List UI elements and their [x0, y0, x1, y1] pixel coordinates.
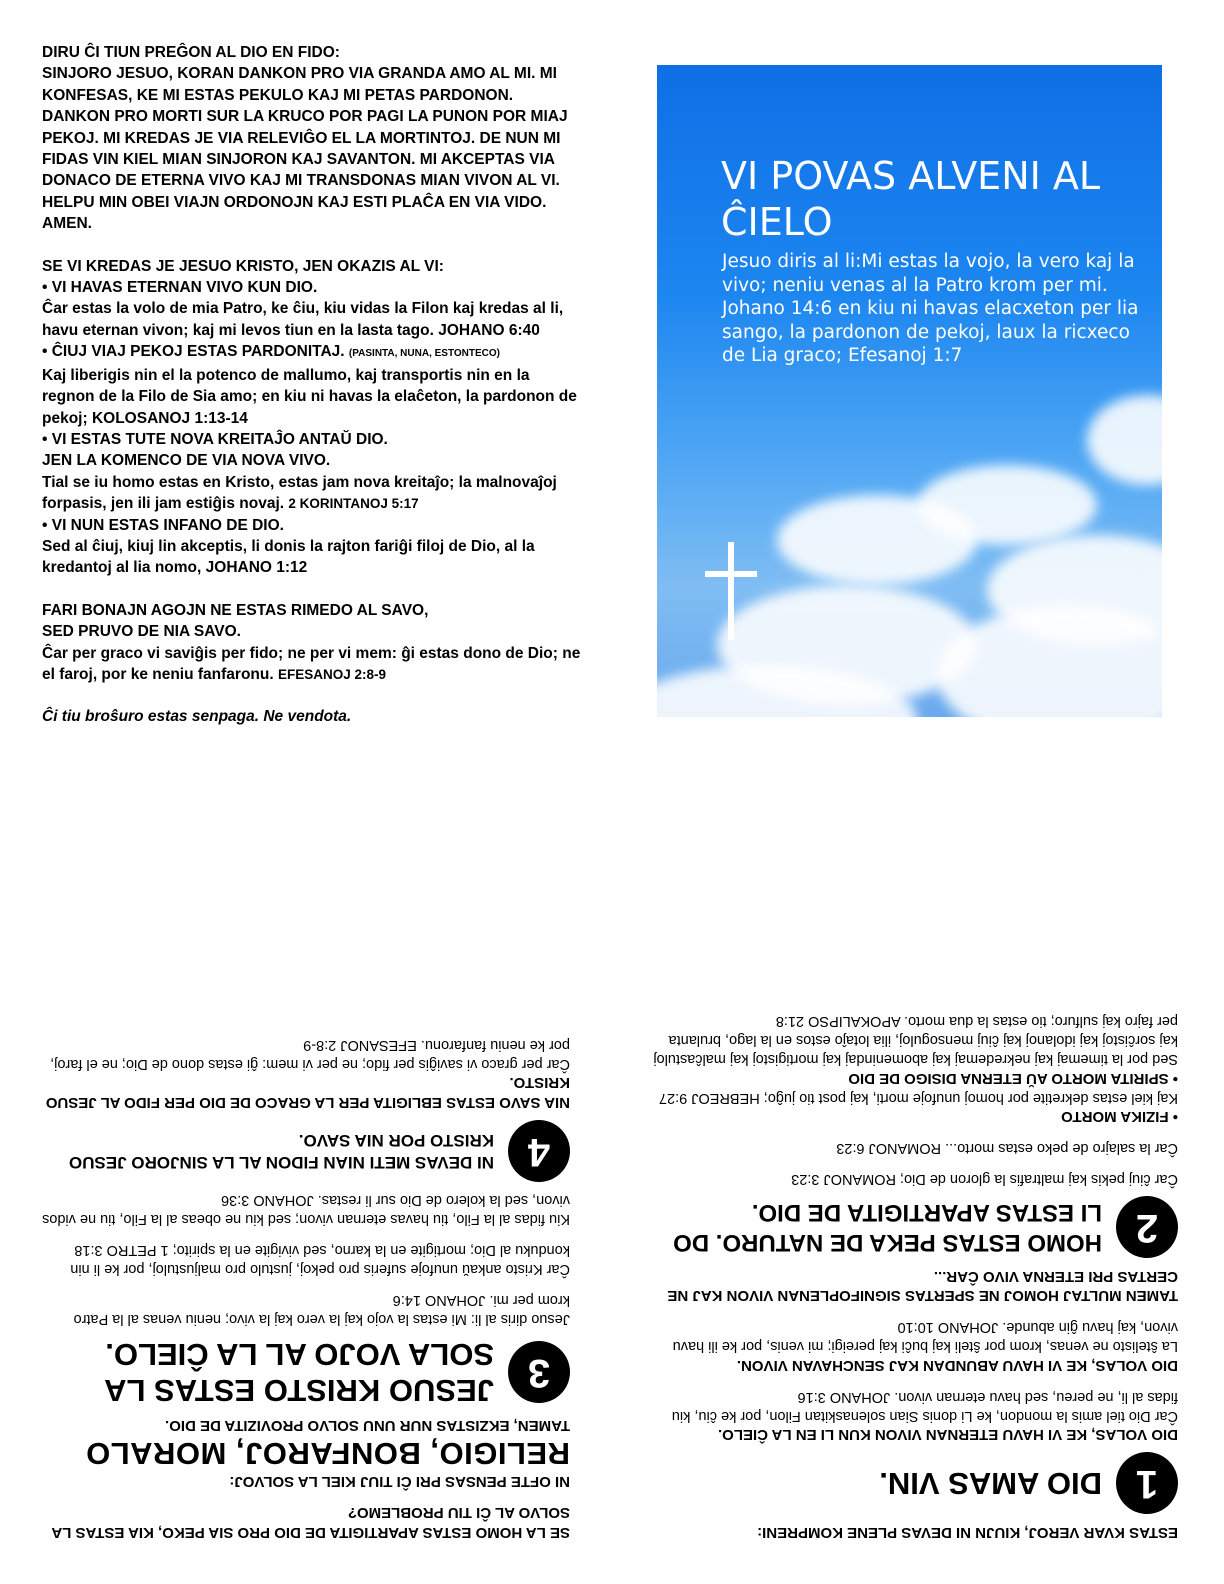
- section-2-text-4: Kaj kiel estas dekretite por homoj unufoje morti, kaj post tio juĝo; HEBREOJ 9:27: [658, 1090, 1178, 1106]
- benefit-2-ref: KOLOSANOJ 1:13-14: [91, 409, 248, 427]
- section-1-text-5: TAMEN MULTAJ HOMOJ NE SPERTAS SIGNIFOPLENAN VIVON KAJ NE CERTAS PRI ETERNA VIVO ĈAR...: [667, 1268, 1178, 1305]
- section-2-text-2: Ĉar la salajro de peko estas morto... ROMANOJ 6:23: [836, 1140, 1178, 1157]
- cover-image: [657, 65, 1162, 717]
- section-3-text-3: Kiu fidas al la Filo, tiu havas eternan vivon; sed kiu ne obeas al la Filo, tiu ne vidos vivon, sed la kolero de Dio sur li restas. JOHANO 3:36: [42, 1192, 570, 1227]
- benefit-1-head: • VI HAVAS ETERNAN VIVO KUN DIO.: [42, 279, 318, 297]
- benefit-2-note: (PASINTA, NUNA, ESTONTECO): [348, 348, 501, 360]
- section-number: 3: [508, 1341, 570, 1403]
- prayer-title: DIRU ĈI TIUN PREĜON AL DIO EN FIDO:: [42, 44, 340, 61]
- section-4: [40, 1120, 570, 1182]
- works-title-2: SED PRUVO DE NIA SAVO.: [42, 623, 241, 641]
- solution-intro-2: NI OFTE PENSAS PRI ĈI TIUJ KIEL LA SOLVOJ:: [229, 1473, 570, 1490]
- section-3-text-1: Jesuo diris al li: Mi estas la vojo kaj la vero kaj la vivo; neniu venas al la Patro krom per mi. JOHANO 14:6: [73, 1292, 570, 1327]
- section-2-heading: HOMO ESTAS PEKA DE NATURO. DO LI ESTAS APARTIGITA DE DIO.: [673, 1199, 1102, 1257]
- section-number: 2: [1116, 1197, 1178, 1259]
- section-1-heading: DIO AMAS VIN.: [879, 1466, 1102, 1502]
- cloud: [937, 605, 1162, 717]
- benefit-3-ref: 2 KORINTANOJ 5:17: [288, 496, 419, 512]
- false-solutions: RELIGIO, BONFAROJ, MORALO: [85, 1436, 570, 1472]
- benefit-3-text: Tial se iu homo estas en Kristo, estas jam nova kreitaĵo; la malnovaĵoj forpasis, jen ili jam estiĝis novaj. 2 KORINTANOJ 5:17: [42, 473, 557, 513]
- benefit-2-text: Kaj liberigis nin el la potenco de mallumo, kaj transportis nin en la regnon de la Filo de Sia amo; en kiu ni havas la elaĉeton, la pardonon de pekoj; KOLOSANOJ 1:13-14: [42, 366, 577, 427]
- section-1-text-3: DIO VOLAS, KE VI HAVU ABUNDAN KAJ SENCHAVAN VIVON.: [736, 1357, 1178, 1374]
- benefit-4-head: • VI NUN ESTAS INFANO DE DIO.: [42, 516, 284, 534]
- section-3-heading: JESUO KRISTO ESTAS LA SOLA VOJO AL LA ĈIELO.: [105, 1337, 494, 1408]
- cross-icon: [705, 542, 757, 640]
- truths-panel: [648, 830, 1178, 1542]
- free-note: Ĉi tiu broŝuro estas senpaga. Ne vendota.: [42, 708, 352, 726]
- section-4-heading: NI DEVAS METI NIAN FIDON AL LA SINJORO JESUO KRISTO POR NIA SAVO.: [68, 1131, 494, 1172]
- prayer-body: SINJORO JESUO, KORAN DANKON PRO VIA GRANDA AMO AL MI. MI KONFESAS, KE MI ESTAS PEKULO KAJ MI PETAS PARDONON. DANKON PRO MORTI SUR LA KRUCO POR PAGI LA PUNON POR MIAJ PEKOJ. MI KREDAS JE VIA RELEVIĜO EL LA MORTINTOJ. DE NUN MI FIDAS VIN KIEL MIAN SINJORON KAJ SAVANTON. MI AKCEPTAS VIA DONACO DE ETERNA VIVO KAJ MI TRANSDONAS MIAN VIVON AL VI. HELPU MIN OBEI VIAJN ORDONOJN KAJ ESTI PLAĈA EN VIA VIDO. AMEN.: [42, 65, 568, 233]
- works-text: Ĉar per graco vi saviĝis per fido; ne per vi mem: ĝi estas dono de Dio; ne el faroj, por ke neniu fanfaronu. EFESANOJ 2:8-9: [42, 644, 581, 683]
- section-4-text-2: Ĉar per graco vi saviĝis per fido; ne per vi mem: ĝi estas dono de Dio; ne el faroj, por ke neniu fanfaronu. EFESANOJ 2:8-9: [50, 1037, 570, 1072]
- works-ref: EFESANOJ 2:8-9: [277, 666, 387, 682]
- cover-verse: Jesuo diris al li:Mi estas la vojo, la vero kaj la vivo; neniu venas al la Patro krom per mi. Johano 14:6 en kiu ni havas elacxeton per lia sango, la pardonon de pekoj, laux la ricxeco de Lia graco; Efesanoj 1:7: [722, 251, 1139, 367]
- prayer-panel: [42, 42, 582, 728]
- section-2-text-5: • SPIRITA MORTO AŬ ETERNA DISIGO DE DIO: [848, 1070, 1178, 1087]
- section-2: [648, 1197, 1178, 1259]
- section-number: 4: [508, 1120, 570, 1182]
- section-3: [40, 1336, 570, 1408]
- section-1-text-2: Ĉar Dio tiel amis la mondon, ke Li donis Sian solenaskitan Filon, por ke ĉiu, kiu fidas al li, ne pereu, sed havu eternan vivon. JOHANO 3:16: [671, 1389, 1178, 1424]
- cloud: [777, 495, 977, 585]
- section-1-text-1: DIO VOLAS, KE VI HAVU ETERNAN VIVON KUN LI EN LA ĈIELO.: [717, 1426, 1178, 1444]
- solution-panel: [40, 842, 570, 1542]
- section-number: 1: [1116, 1453, 1178, 1515]
- section-2-text-6: Sed por la timemaj kaj nekredemaj kaj abomenindaj kaj mortigistoj kaj malĉastuloj kaj sorĉistoj kaj idolanoj kaj ĉiuj mensoguloj, ilia lotaĵo estos en la lago, brulanta per fajro kaj sulfuro; tio estas la dua morto. APOKALIPSO 21:8: [653, 1013, 1178, 1068]
- section-4-text-1: NIA SAVO ESTAS EBLIGITA PER LA GRACO DE DIO PER FIDO AL JESUO KRISTO.: [45, 1074, 570, 1111]
- cover-title: VI POVAS ALVENI AL ĈIELO: [721, 154, 1101, 244]
- solution-intro-1: SE LA HOMO ESTAS APARTIGITA DE DIO PRO SIA PEKO, KIA ESTAS LA SOLVO AL ĈI TIU PROBLEMO?: [51, 1504, 570, 1541]
- section-2-text-3: • FIZIKA MORTO: [1061, 1108, 1178, 1126]
- only-solution: TAMEN, EKZISTAS NUR UNU SOLVO PROVIZITA DE DIO.: [164, 1417, 570, 1435]
- section-1-text-4: La ŝtelisto ne venas, krom por ŝteli kaj buĉi kaj pereigi; mi venis, por ke ili havu vivon, kaj havu ĝin abunde. JOHANO 10:10: [672, 1319, 1178, 1355]
- believe-title: SE VI KREDAS JE JESUO KRISTO, JEN OKAZIS AL VI:: [42, 257, 444, 275]
- benefit-2-head: • ĈIUJ VIAJ PEKOJ ESTAS PARDONITAJ. (PASINTA, NUNA, ESTONTECO): [42, 343, 501, 361]
- cloud: [1087, 395, 1162, 485]
- section-2-text-1: Ĉar ĉiuj pekis kaj maltrafis la gloron de Dio; ROMANOJ 3:23: [791, 1171, 1178, 1188]
- benefit-3-sub: JEN LA KOMENCO DE VIA NOVA VIVO.: [42, 452, 331, 470]
- benefit-3-head: • VI ESTAS TUTE NOVA KREITAĴO ANTAŬ DIO.: [42, 430, 388, 448]
- four-truths-intro: ESTAS KVAR VEROJ, KIUJN NI DEVAS PLENE KOMPRENI:: [757, 1524, 1178, 1541]
- benefit-1-text: Ĉar estas la volo de mia Patro, ke ĉiu, kiu vidas la Filon kaj kredas al li, havu eternan vivon; kaj mi levos tiun en la lasta tago. JOHANO 6:40: [42, 300, 564, 339]
- works-title-1: FARI BONAJN AGOJN NE ESTAS RIMEDO AL SAVO,: [42, 601, 429, 619]
- benefit-4-ref: JOHANO 1:12: [205, 559, 308, 577]
- section-3-text-2: Ĉar Kristo ankaŭ unufoje suferis pro pekoj, justulo pro maljustuloj, por ke li nin konduku al Dio; mortigite en la karno, sed vivigite en la spirito; 1 PETRO 3:18: [70, 1242, 570, 1277]
- section-1: [648, 1453, 1178, 1515]
- benefit-1-ref: JOHANO 6:40: [438, 321, 540, 339]
- benefit-4-text: Sed al ĉiuj, kiuj lin akceptis, li donis la rajton fariĝi filoj de Dio, al la kredantoj al lia nomo, JOHANO 1:12: [42, 537, 535, 577]
